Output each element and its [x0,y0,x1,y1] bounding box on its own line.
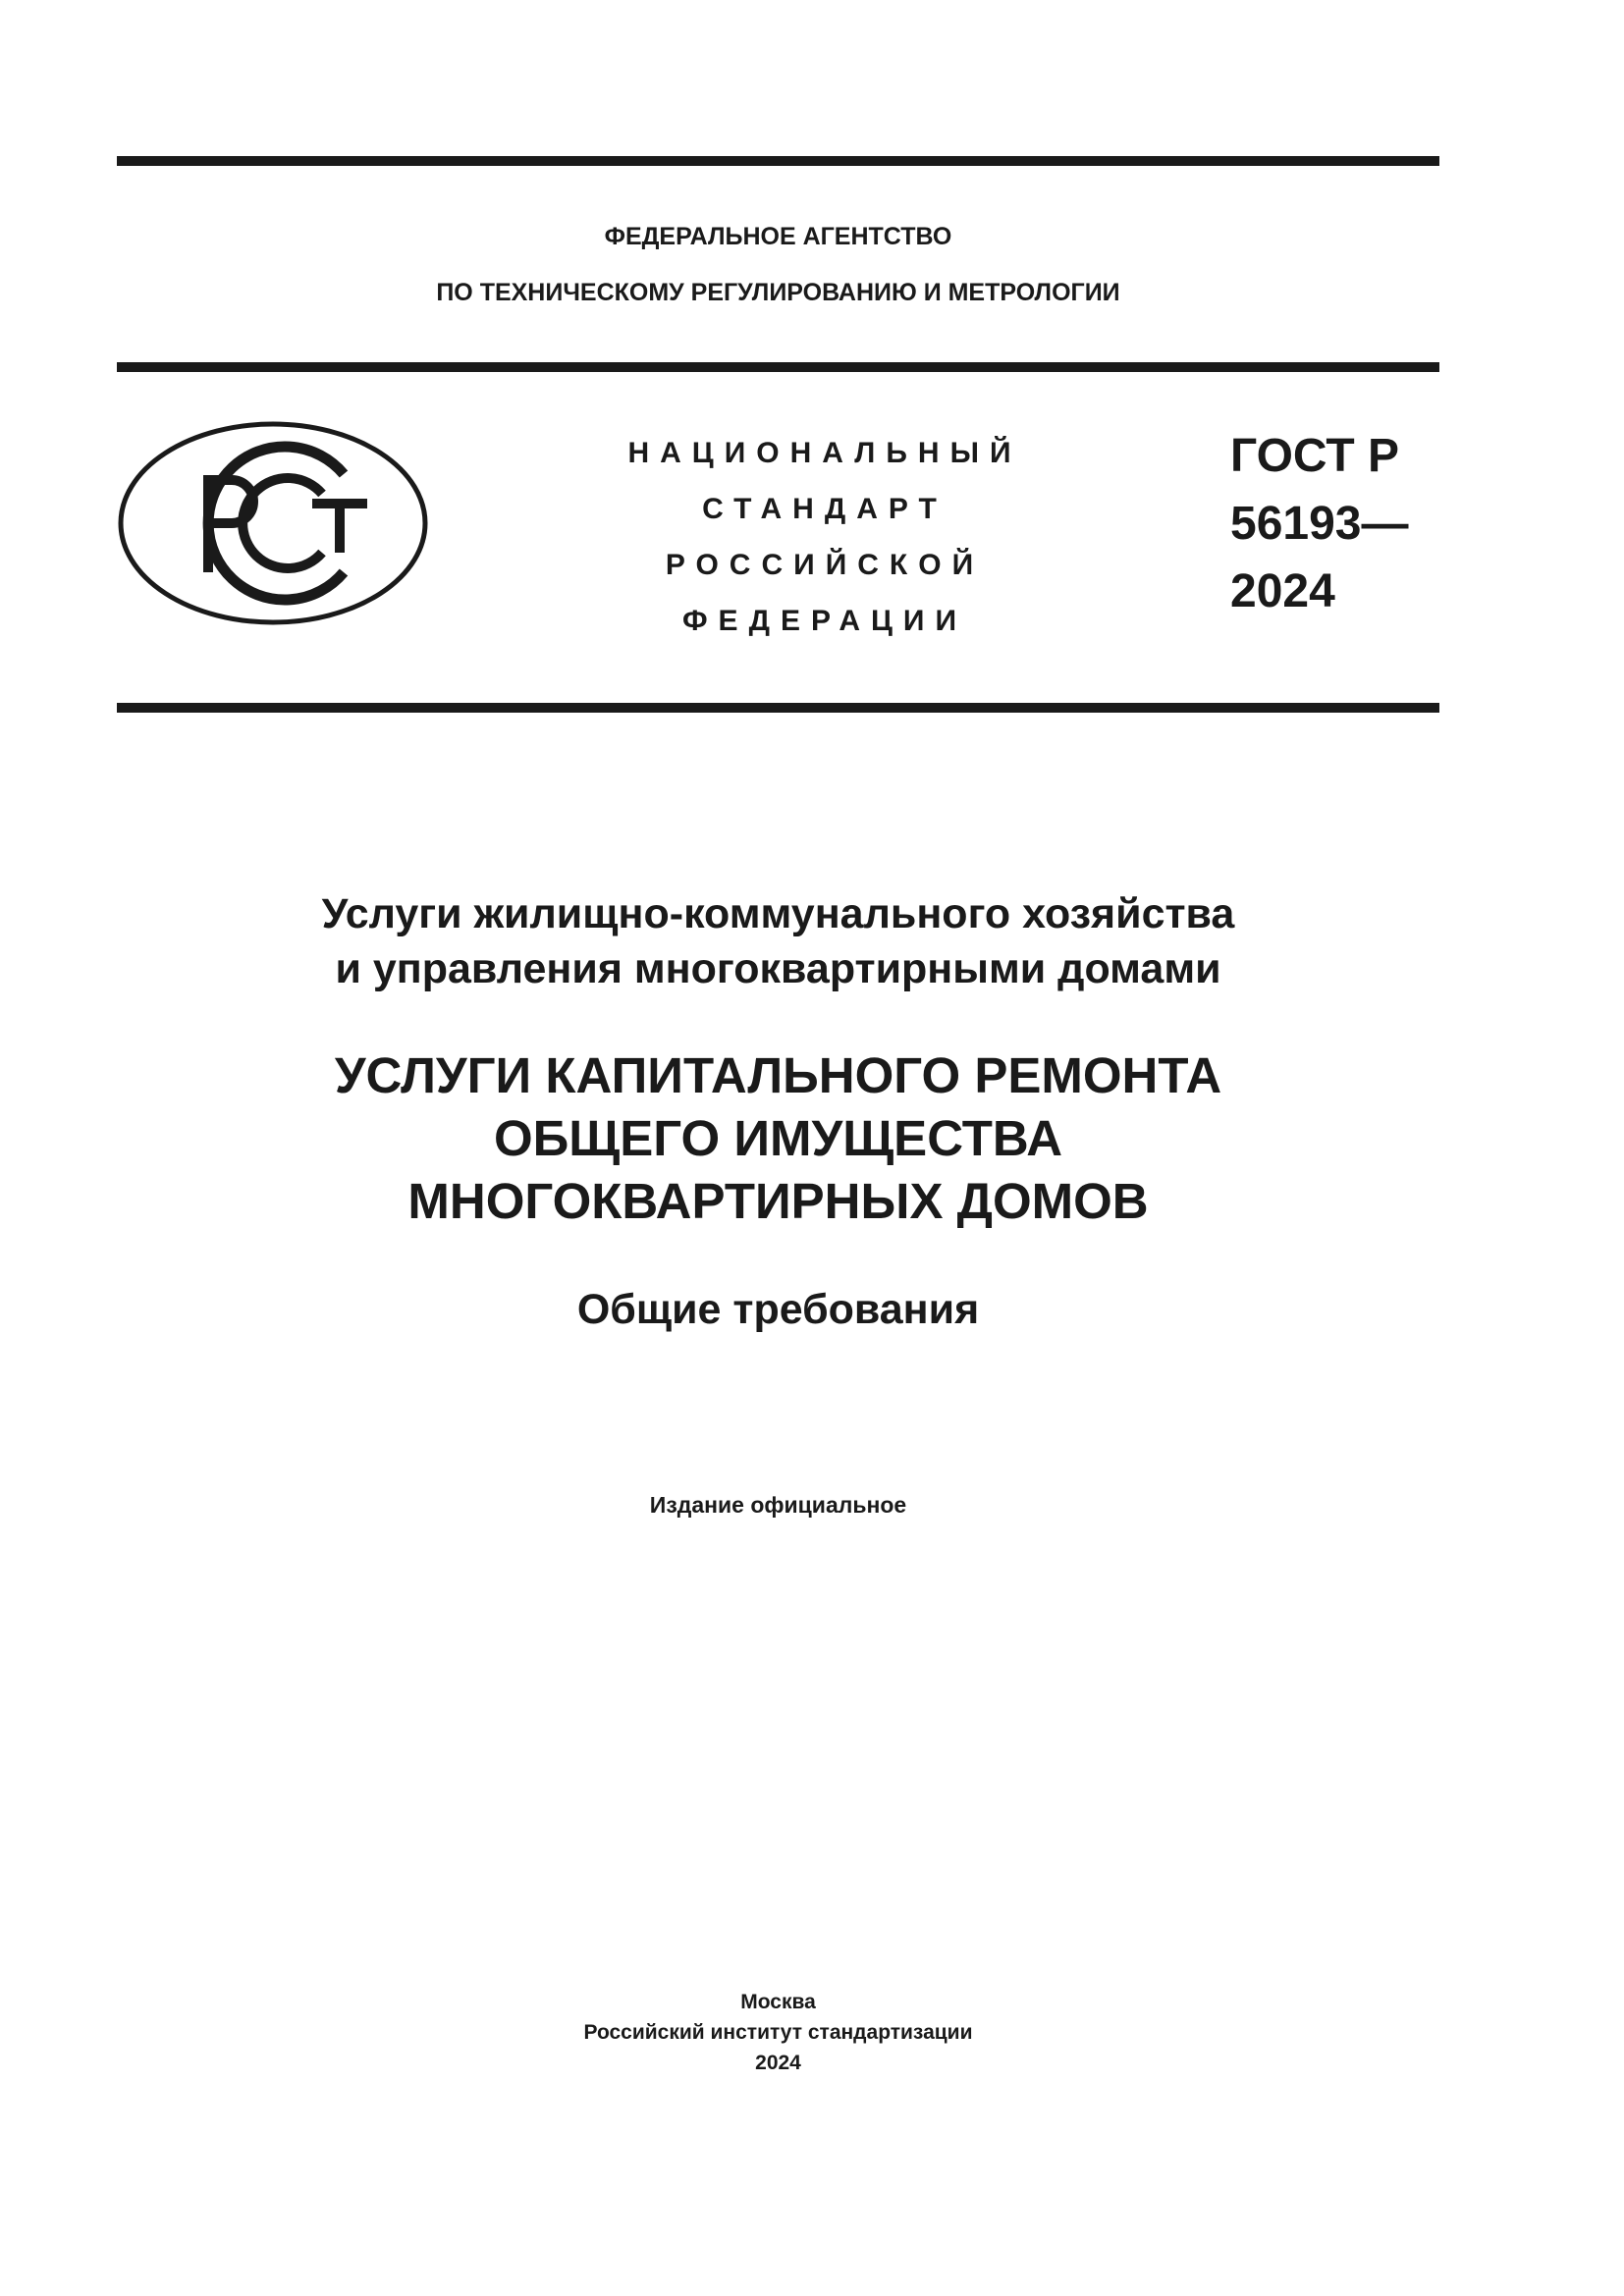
header-rule [117,362,1439,372]
national-standard-line: НАЦИОНАЛЬНЫЙ [627,437,1022,469]
title-line: МНОГОКВАРТИРНЫХ ДОМОВ [407,1173,1149,1229]
subject-line: Услуги жилищно-коммунального хозяйства [321,890,1235,937]
designation-line: ГОСТ Р [1230,430,1400,482]
national-standard-label [599,425,1051,649]
designation-line: 2024 [1230,565,1335,617]
title-line: УСЛУГИ КАПИТАЛЬНОГО РЕМОНТА [334,1047,1222,1103]
agency-name-line-1: ФЕДЕРАЛЬНОЕ АГЕНТСТВО [604,223,952,250]
imprint [117,1987,1439,2078]
document-title [117,1044,1439,1233]
rst-certification-mark-icon [116,419,430,627]
imprint-publisher: Российский институт стандартизации [583,2021,973,2044]
subject-heading [117,886,1439,996]
standard-designation [1230,422,1456,625]
agency-name-line-2: ПО ТЕХНИЧЕСКОМУ РЕГУЛИРОВАНИЮ И МЕТРОЛОГИИ [436,279,1120,306]
subject-line: и управления многоквартирными домами [335,945,1221,992]
title-block-rule [117,703,1439,713]
imprint-city: Москва [740,1991,816,2013]
edition-note: Издание официальное [649,1492,907,1518]
imprint-year: 2024 [755,2052,801,2074]
national-standard-line: ФЕДЕРАЦИИ [681,605,968,637]
national-standard-line: СТАНДАРТ [702,493,947,525]
national-standard-line: РОССИЙСКОЙ [665,549,985,581]
designation-line: 56193— [1230,498,1409,550]
title-line: ОБЩЕГО ИМУЩЕСТВА [493,1110,1063,1166]
document-subtitle: Общие требования [576,1286,980,1333]
top-rule [117,156,1439,166]
